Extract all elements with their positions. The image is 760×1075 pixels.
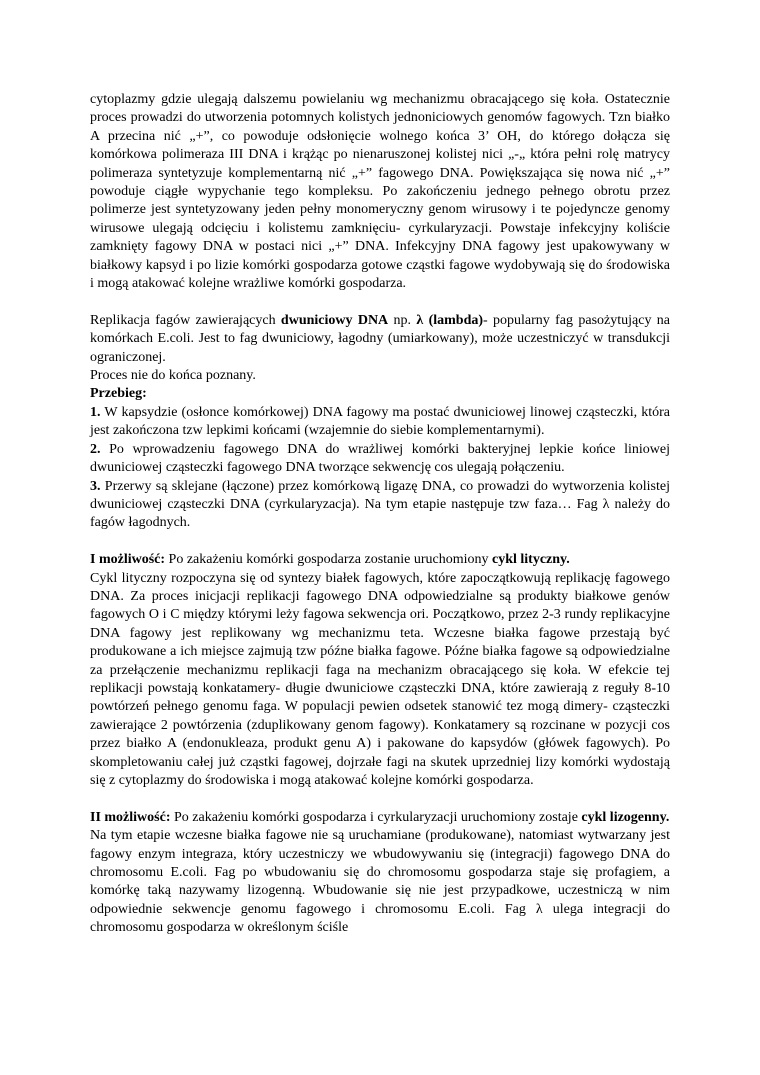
- option2-heading: [90, 809, 670, 827]
- paragraph-gap: [90, 293, 670, 311]
- step-text: Przerwy są sklejane (łączone) przez komórkową ligazę DNA, co prowadzi do wytworzenia kolistej dwuniciowej cząsteczki DNA (cyrkularyzacja). Na tym etapie następuje tzw faza… Fag λ należy do fagów łagodnych.: [90, 478, 670, 531]
- step-text: W kapsydzie (osłonce komórkowej) DNA fagowy ma postać dwuniciowej linowej cząsteczki, która jest zakończona tzw lepkimi końcami (wzajemnie do siebie komplementarnymi).: [90, 404, 670, 439]
- paragraph-gap: [90, 533, 670, 551]
- lambda-intro-bold-dsdna: dwuniciowy DNA: [280, 312, 389, 328]
- option2-label: II możliwość:: [90, 809, 171, 825]
- paragraph-ssdna-replication: cytoplazmy gdzie ulegają dalszemu powielaniu wg mechanizmu obracającego się koła. Ostatecznie proces prowadzi do utworzenia potomnych kolistych jednoniciowych genomów fagowych. Tzn białko A przecina nić „+”, co powoduje odsłonięcie wolnego końca 3’ OH, do którego dołącza się komórkowa polimeraza III DNA i krążąc po nienaruszonej kolistej nici „-„ która pełni rolę matrycy polimeraza syntetyzuje komplementarną nić „+” fagowego DNA. Powiększająca się nowa nić „+” powoduje ciągłe wypychanie tego kompleksu. Po zakończeniu jednego pełnego obrotu przez polimerze jest syntetyzowany jeden pełny monomeryczny genom wirusowy i te pojedyncze genomy wirusowe ulegają odcięciu i kolistemu zamknięciu- cyrkularyzacji. Powstaje infekcyjny koliście zamknięty fagowy DNA w postaci nici „+” DNA. Infekcyjny DNA fagowy jest upakowywany w białkowy kapsyd i po lizie komórki gospodarza gotowe cząstki fagowe wydobywają się do środowiska i mogą atakować kolejne wrażliwe komórki gospodarza.: [90, 92, 670, 292]
- step-number: 2.: [90, 441, 101, 457]
- option1-body: Cykl lityczny rozpoczyna się od syntezy białek fagowych, które zapoczątkowują replikację fagowego DNA. Za proces inicjacji replikacji fagowego DNA odpowiedzialne są produkty białkowe genów fagowych O i C między którymi leży fagowa sekwencja ori. Początkowo, przez 2-3 rundy replikacyjne DNA fagowy jest replikowany wg mechanizmu teta. Wczesne białka fagowe przestają być produkowane a ich miejsce zajmują tzw późne białka fagowe. Późne białka fagowe są odpowiedzialne za przełączenie mechanizmu replikacji faga na mechanizm obracającego się koła. W efekcie tej replikacji powstają konkatamery- długie dwuniciowe cząsteczki DNA, które zawierają z reguły 8-10 powtórzeń pełnego genomu faga. W populacji pewien odsetek stanowić tez mogą dimery- cząsteczki zawierające 2 powtórzenia (zduplikowany genom fagowy). Konkatamery są rozcinane w pozycji cos przez białko A (endonukleaza, produkt genu A) i pakowane do kapsydów (główek fagowych). Po skompletowaniu całej już cząstki fagowej, dojrzałe fagi na skutek uprzedniej lizy komórki wydostają się z cytoplazmy do środowiska i mogą atakować kolejne komórki gospodarza.: [90, 570, 670, 788]
- paragraph-lambda-intro: [90, 312, 670, 367]
- option1-lead: Po zakażeniu komórki gospodarza zostanie uruchomiony: [165, 552, 493, 568]
- option2-cycle: cykl lizogenny.: [581, 809, 670, 825]
- lambda-intro-a: Replikacja fagów zawierających: [90, 312, 281, 328]
- option1-heading: [90, 551, 670, 569]
- option2-lead: Po zakażeniu komórki gospodarza i cyrkularyzacji uruchomiony zostaje: [170, 809, 582, 825]
- document-body: [90, 91, 670, 938]
- lambda-intro-b: np.: [388, 312, 417, 328]
- option1-cycle: cykl lityczny.: [492, 552, 570, 568]
- step-text: Po wprowadzeniu fagowego DNA do wrażliwej komórki bakteryjnej lepkie końce liniowej dwuniciowej cząsteczki fagowego DNA tworzące sekwencję cos ulegają połączeniu.: [90, 441, 670, 476]
- step-item: [90, 441, 670, 478]
- paragraph-gap: [90, 790, 670, 808]
- lambda-intro-c: - popularny fag pasożytujący na komórkach E.coli. Jest to fag dwuniciowy, łagodny (umiarkowany), może uczestniczyć w transdukcji ograniczonej.: [90, 312, 670, 365]
- step-item: [90, 404, 670, 441]
- section-heading-przebieg: Przebieg:: [90, 386, 147, 402]
- option1-label: I możliwość:: [90, 552, 166, 568]
- option2-body: Na tym etapie wczesne białka fagowe nie są uruchamiane (produkowane), natomiast wytwarzany jest fagowy enzym integraza, który uczestniczy we wbudowywaniu się (integracji) fagowego DNA do chromosomu E.coli. Fag po wbudowaniu się do chromosomu gospodarza staje się profagiem, a komórkę taką nazywamy lizogenną. Wbudowanie się nie jest przypadkowe, uczestniczą w nim odpowiednie sekwencje genomu fagowego i chromosomu E.coli. Fag λ ulega integracji do chromosomu gospodarza w określonym ściśle: [90, 828, 670, 936]
- step-number: 3.: [90, 478, 101, 494]
- lambda-intro-bold-lambda: λ (lambda): [416, 312, 484, 328]
- step-item: [90, 478, 670, 533]
- step-number: 1.: [90, 404, 101, 420]
- lambda-note: Proces nie do końca poznany.: [90, 368, 256, 384]
